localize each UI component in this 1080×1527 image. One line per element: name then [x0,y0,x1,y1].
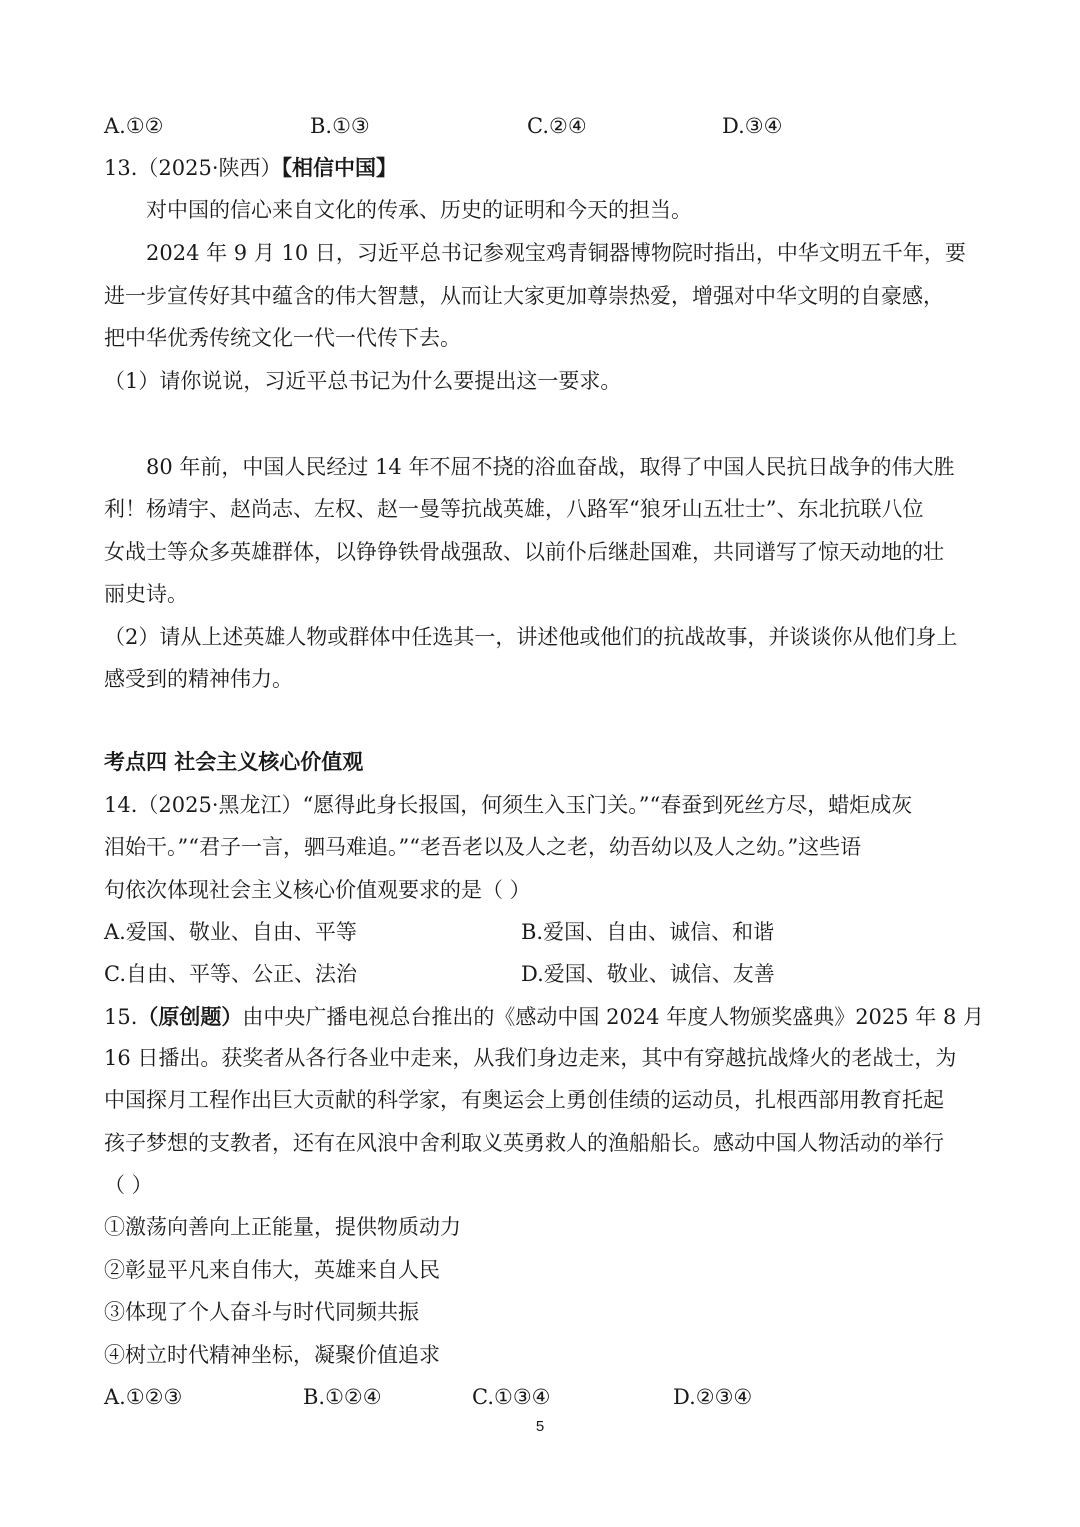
q15-number: 15. [104,1005,138,1029]
q15-first-line [104,1006,984,1028]
q13-material2-line: 女战士等众多英雄群体，以铮铮铁骨战强敌、以前仆后继赴国难，共同谱写了惊天动地的壮 [104,540,944,564]
q13-tag: 【相信中国】 [281,155,398,180]
q13-material1-line: 把中华优秀传统文化一代一代传下去。 [104,326,461,350]
q14-line: 泪始干。”“君子一言，驷马难追。”“老吾老以及人之老，幼吾幼以及人之幼。”这些语 [104,835,862,859]
q15-statement: ③体现了个人奋斗与时代同频共振 [104,1300,419,1324]
page-number: 5 [535,1418,545,1435]
q13-sub1: （1）请你说说，习近平总书记为什么要提出这一要求。 [104,369,622,393]
q14-option-b: B.爱国、自由、诚信、和谐 [521,920,775,944]
q14-option-a: A.爱国、敬业、自由、平等 [104,920,357,944]
q12-option-d: D.③④ [722,114,783,138]
q15-statement: ④树立时代精神坐标，凝聚价值追求 [104,1343,440,1367]
q15-line: 16 日播出。获奖者从各行各业中走来，从我们身边走来，其中有穿越抗战烽火的老战士，为 [104,1046,957,1070]
q13-material2-line: 丽史诗。 [104,582,188,606]
q14-option-d: D.爱国、敬业、诚信、友善 [521,962,775,986]
q15-option-c: C.①③④ [472,1385,551,1409]
q15-line: 中国探月工程作出巨大贡献的科学家，有奥运会上勇创佳绩的运动员，扎根西部用教育托起 [104,1088,944,1112]
q13-header [104,157,397,179]
q13-intro: 对中国的信心来自文化的传承、历史的证明和今天的担当。 [146,198,692,222]
q15-option-b: B.①②④ [303,1385,382,1409]
q15-statement: ①激荡向善向上正能量，提供物质动力 [104,1215,461,1239]
section-heading: 考点四 社会主义核心价值观 [104,750,364,774]
q13-sub2-line: （2）请从上述英雄人物或群体中任选其一，讲述他或他们的抗战故事，并谈谈你从他们身上 [104,625,958,649]
q13-material2-line: 利！杨靖宇、赵尚志、左权、赵一曼等抗战英雄，八路军“狼牙山五壮士”、东北抗联八位 [104,497,924,521]
q15-first-line-text: 由中央广播电视总台推出的《感动中国 2024 年度人物颁奖盛典》2025 年 8 月 [242,1005,985,1029]
q15-option-d: D.②③④ [673,1385,753,1409]
q15-tag: （原创题） [137,1004,243,1029]
q13-material1-line: 2024 年 9 月 10 日，习近平总书记参观宝鸡青铜器博物院时指出，中华文明五千年，要 [146,241,966,265]
q13-material1-line: 进一步宣传好其中蕴含的伟大智慧，从而让大家更加尊崇热爱，增强对中华文明的自豪感， [104,284,944,308]
q13-number: 13. [104,156,138,180]
q14-line: 句依次体现社会主义核心价值观要求的是（ ） [104,878,531,902]
q12-option-b: B.①③ [310,114,370,138]
q13-material2-line: 80 年前，中国人民经过 14 年不屈不挠的浴血奋战，取得了中国人民抗日战争的伟大胜 [146,455,955,479]
q14-option-c: C.自由、平等、公正、法治 [104,962,357,986]
q13-sub2-line: 感受到的精神伟力。 [104,667,293,691]
q15-line: （ ） [104,1173,153,1197]
q13-source: （2025·陕西） [137,156,282,180]
q12-option-a: A.①② [104,114,164,138]
q14-line: 14.（2025·黑龙江）“愿得此身长报国，何须生入玉门关。”“春蚕到死丝方尽，蜡炬成灰 [104,793,913,817]
q15-option-a: A.①②③ [104,1385,183,1409]
q15-statement: ②彰显平凡来自伟大，英雄来自人民 [104,1258,440,1282]
q15-line: 孩子梦想的支教者，还有在风浪中舍利取义英勇救人的渔船船长。感动中国人物活动的举行 [104,1131,944,1155]
q12-option-c: C.②④ [527,114,587,138]
